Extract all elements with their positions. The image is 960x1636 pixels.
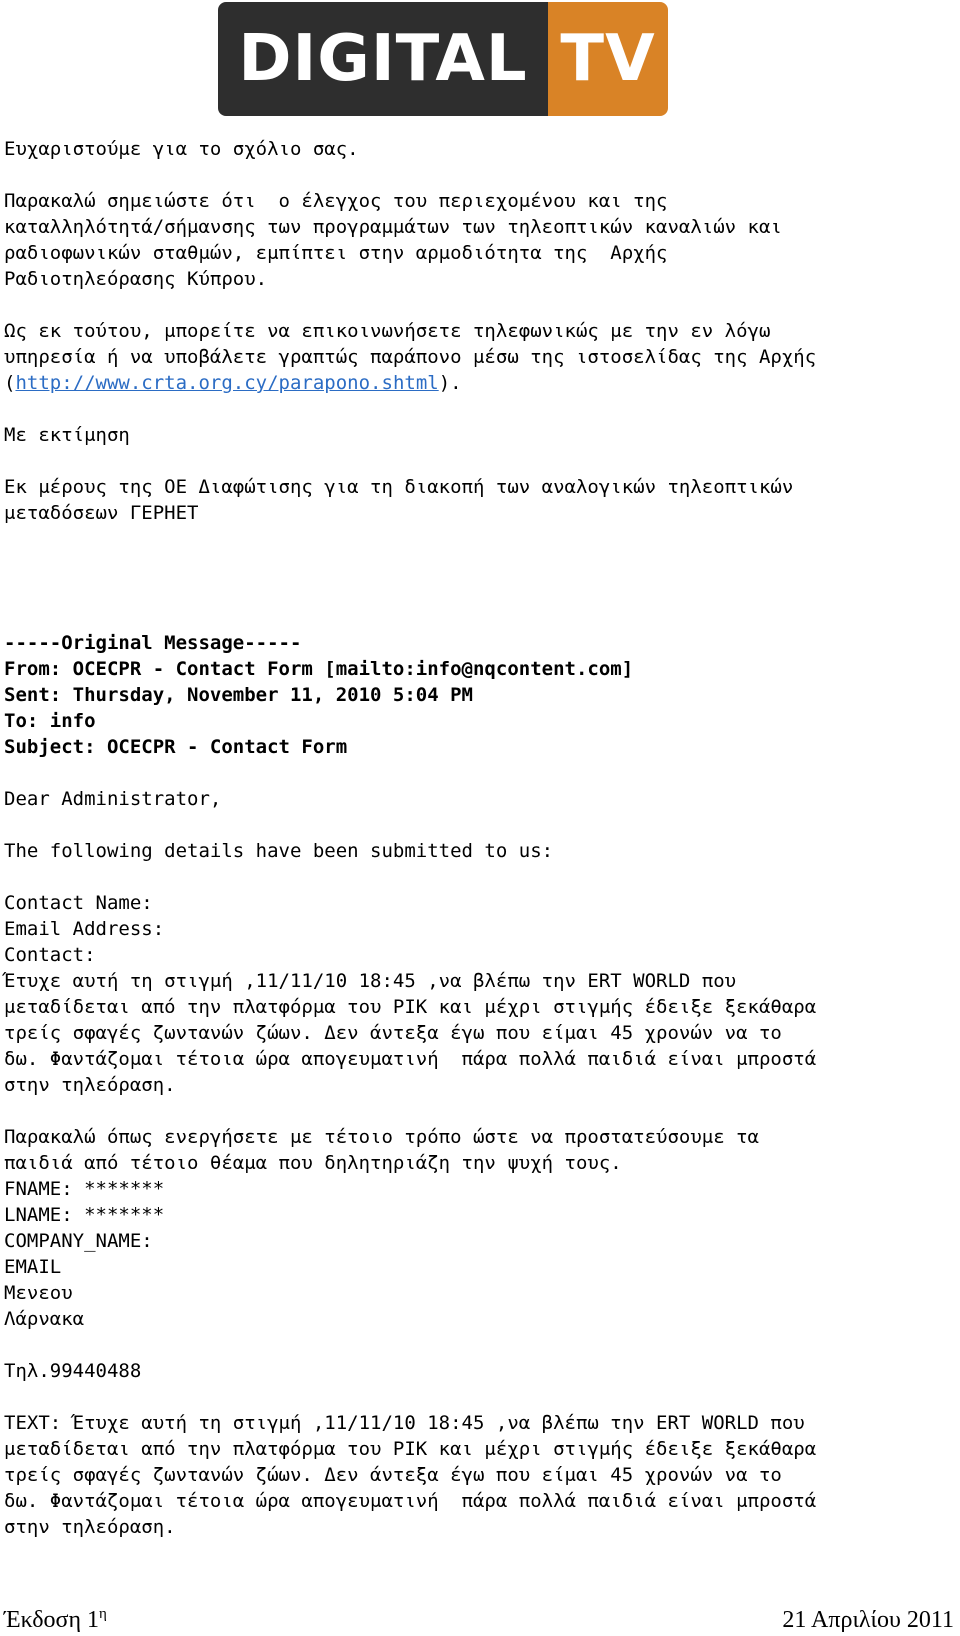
blank-line <box>4 448 956 474</box>
original-message-separator: -----Original Message----- <box>4 632 302 654</box>
message-line: Έτυχε αυτή τη στιγμή ,11/11/10 18:45 ,να βλέπω την ERT WORLD που <box>4 970 737 992</box>
blank-line <box>4 812 956 838</box>
blank-line <box>4 760 956 786</box>
message-line: μεταδίδεται από την πλατφόρμα του ΡΙΚ και μέχρι στιγμής έδειξε ξεκάθαρα <box>4 996 817 1018</box>
email-intro: The following details have been submitted to us: <box>4 840 554 862</box>
blank-line <box>4 604 956 630</box>
email-sent: Sent: Thursday, November 11, 2010 5:04 PM <box>4 684 473 706</box>
message-line: Παρακαλώ όπως ενεργήσετε με τέτοιο τρόπο ώστε να προστατεύσουμε τα <box>4 1126 759 1148</box>
text-field-line: στην τηλεόραση. <box>4 1516 176 1538</box>
document-body <box>4 136 956 1540</box>
message-line: στην τηλεόραση. <box>4 1074 176 1096</box>
blank-line <box>4 552 956 578</box>
email-subject: Subject: OCECPR - Contact Form <box>4 736 348 758</box>
blank-line <box>4 526 956 552</box>
crta-complaint-link[interactable]: http://www.crta.org.cy/parapono.shtml <box>15 372 439 394</box>
email-greeting: Dear Administrator, <box>4 788 222 810</box>
text-field-line: δω. Φαντάζομαι τέτοια ώρα απογευματινή πάρα πολλά παιδιά είναι μπροστά <box>4 1490 817 1512</box>
footer-date: 21 Απριλίου 2011 <box>782 1607 954 1633</box>
form-field-line: EMAIL <box>4 1256 62 1278</box>
blank-line <box>4 1332 956 1358</box>
contact-name-label: Contact Name: <box>4 892 153 914</box>
blank-line <box>4 1384 956 1410</box>
logo-right-panel <box>548 2 668 116</box>
regards-line: Με εκτίμηση <box>4 424 130 446</box>
paragraph-line: Παρακαλώ σημειώστε ότι ο έλεγχος του περιεχομένου και της <box>4 190 668 212</box>
logo-left-text: DIGITAL <box>238 22 528 96</box>
blank-line <box>4 396 956 422</box>
form-field-line: Μενεου <box>4 1282 73 1304</box>
edition-superscript: η <box>99 1606 107 1622</box>
contact-label: Contact: <box>4 944 96 966</box>
paragraph-line: Ραδιοτηλεόρασης Κύπρου. <box>4 268 268 290</box>
text-field-line: τρείς σφαγές ζωντανών ζώων. Δεν άντεξα έγω που είμαι 45 χρονών να το <box>4 1464 782 1486</box>
link-line <box>4 370 956 396</box>
form-field-line: COMPANY_NAME: <box>4 1230 153 1252</box>
blank-line <box>4 292 956 318</box>
form-field-line: FNAME: ******* <box>4 1178 165 1200</box>
email-address-label: Email Address: <box>4 918 165 940</box>
phone-line: Τηλ.99440488 <box>4 1360 142 1382</box>
blank-line <box>4 578 956 604</box>
paragraph-line: υπηρεσία ή να υποβάλετε γραπτώς παράπονο μέσω της ιστοσελίδας της Αρχής <box>4 346 817 368</box>
text-field-line: TEXT: Έτυχε αυτή τη στιγμή ,11/11/10 18:45 ,να βλέπω την ERT WORLD που <box>4 1412 805 1434</box>
blank-line <box>4 1098 956 1124</box>
paragraph-line: ραδιοφωνικών σταθμών, εμπίπτει στην αρμοδιότητα της Αρχής <box>4 242 668 264</box>
logo-left-panel <box>218 2 548 116</box>
paren-close: ). <box>438 372 462 394</box>
email-from: From: OCECPR - Contact Form [mailto:info@nqcontent.com] <box>4 658 634 680</box>
signature-line: μεταδόσεων ΓΕΡΗΕΤ <box>4 502 199 524</box>
paragraph-line: καταλληλότητά/σήμανσης των προγραμμάτων των τηλεοπτικών καναλιών και <box>4 216 782 238</box>
blank-line <box>4 162 956 188</box>
form-field-line: Λάρνακα <box>4 1308 85 1330</box>
paren-open: ( <box>4 372 16 394</box>
email-to: To: info <box>4 710 96 732</box>
message-line: τρείς σφαγές ζωντανών ζώων. Δεν άντεξα έγω που είμαι 45 χρονών να το <box>4 1022 782 1044</box>
logo-right-text: TV <box>560 22 656 96</box>
footer-edition <box>4 1606 107 1634</box>
message-line: δω. Φαντάζομαι τέτοια ώρα απογευματινή πάρα πολλά παιδιά είναι μπροστά <box>4 1048 817 1070</box>
form-field-line: LNAME: ******* <box>4 1204 165 1226</box>
message-line: παιδιά από τέτοιο θέαμα που δηλητηριάζη την ψυχή τους. <box>4 1152 622 1174</box>
signature-line: Εκ μέρους της ΟΕ Διαφώτισης για τη διακοπή των αναλογικών τηλεοπτικών <box>4 476 794 498</box>
edition-text: Έκδοση 1 <box>4 1607 100 1633</box>
digital-tv-logo <box>218 2 668 116</box>
thanks-line: Ευχαριστούμε για το σχόλιο σας. <box>4 138 359 160</box>
blank-line <box>4 864 956 890</box>
text-field-line: μεταδίδεται από την πλατφόρμα του ΡΙΚ και μέχρι στιγμής έδειξε ξεκάθαρα <box>4 1438 817 1460</box>
paragraph-line: Ως εκ τούτου, μπορείτε να επικοινωνήσετε τηλεφωνικώς με την εν λόγω <box>4 320 771 342</box>
